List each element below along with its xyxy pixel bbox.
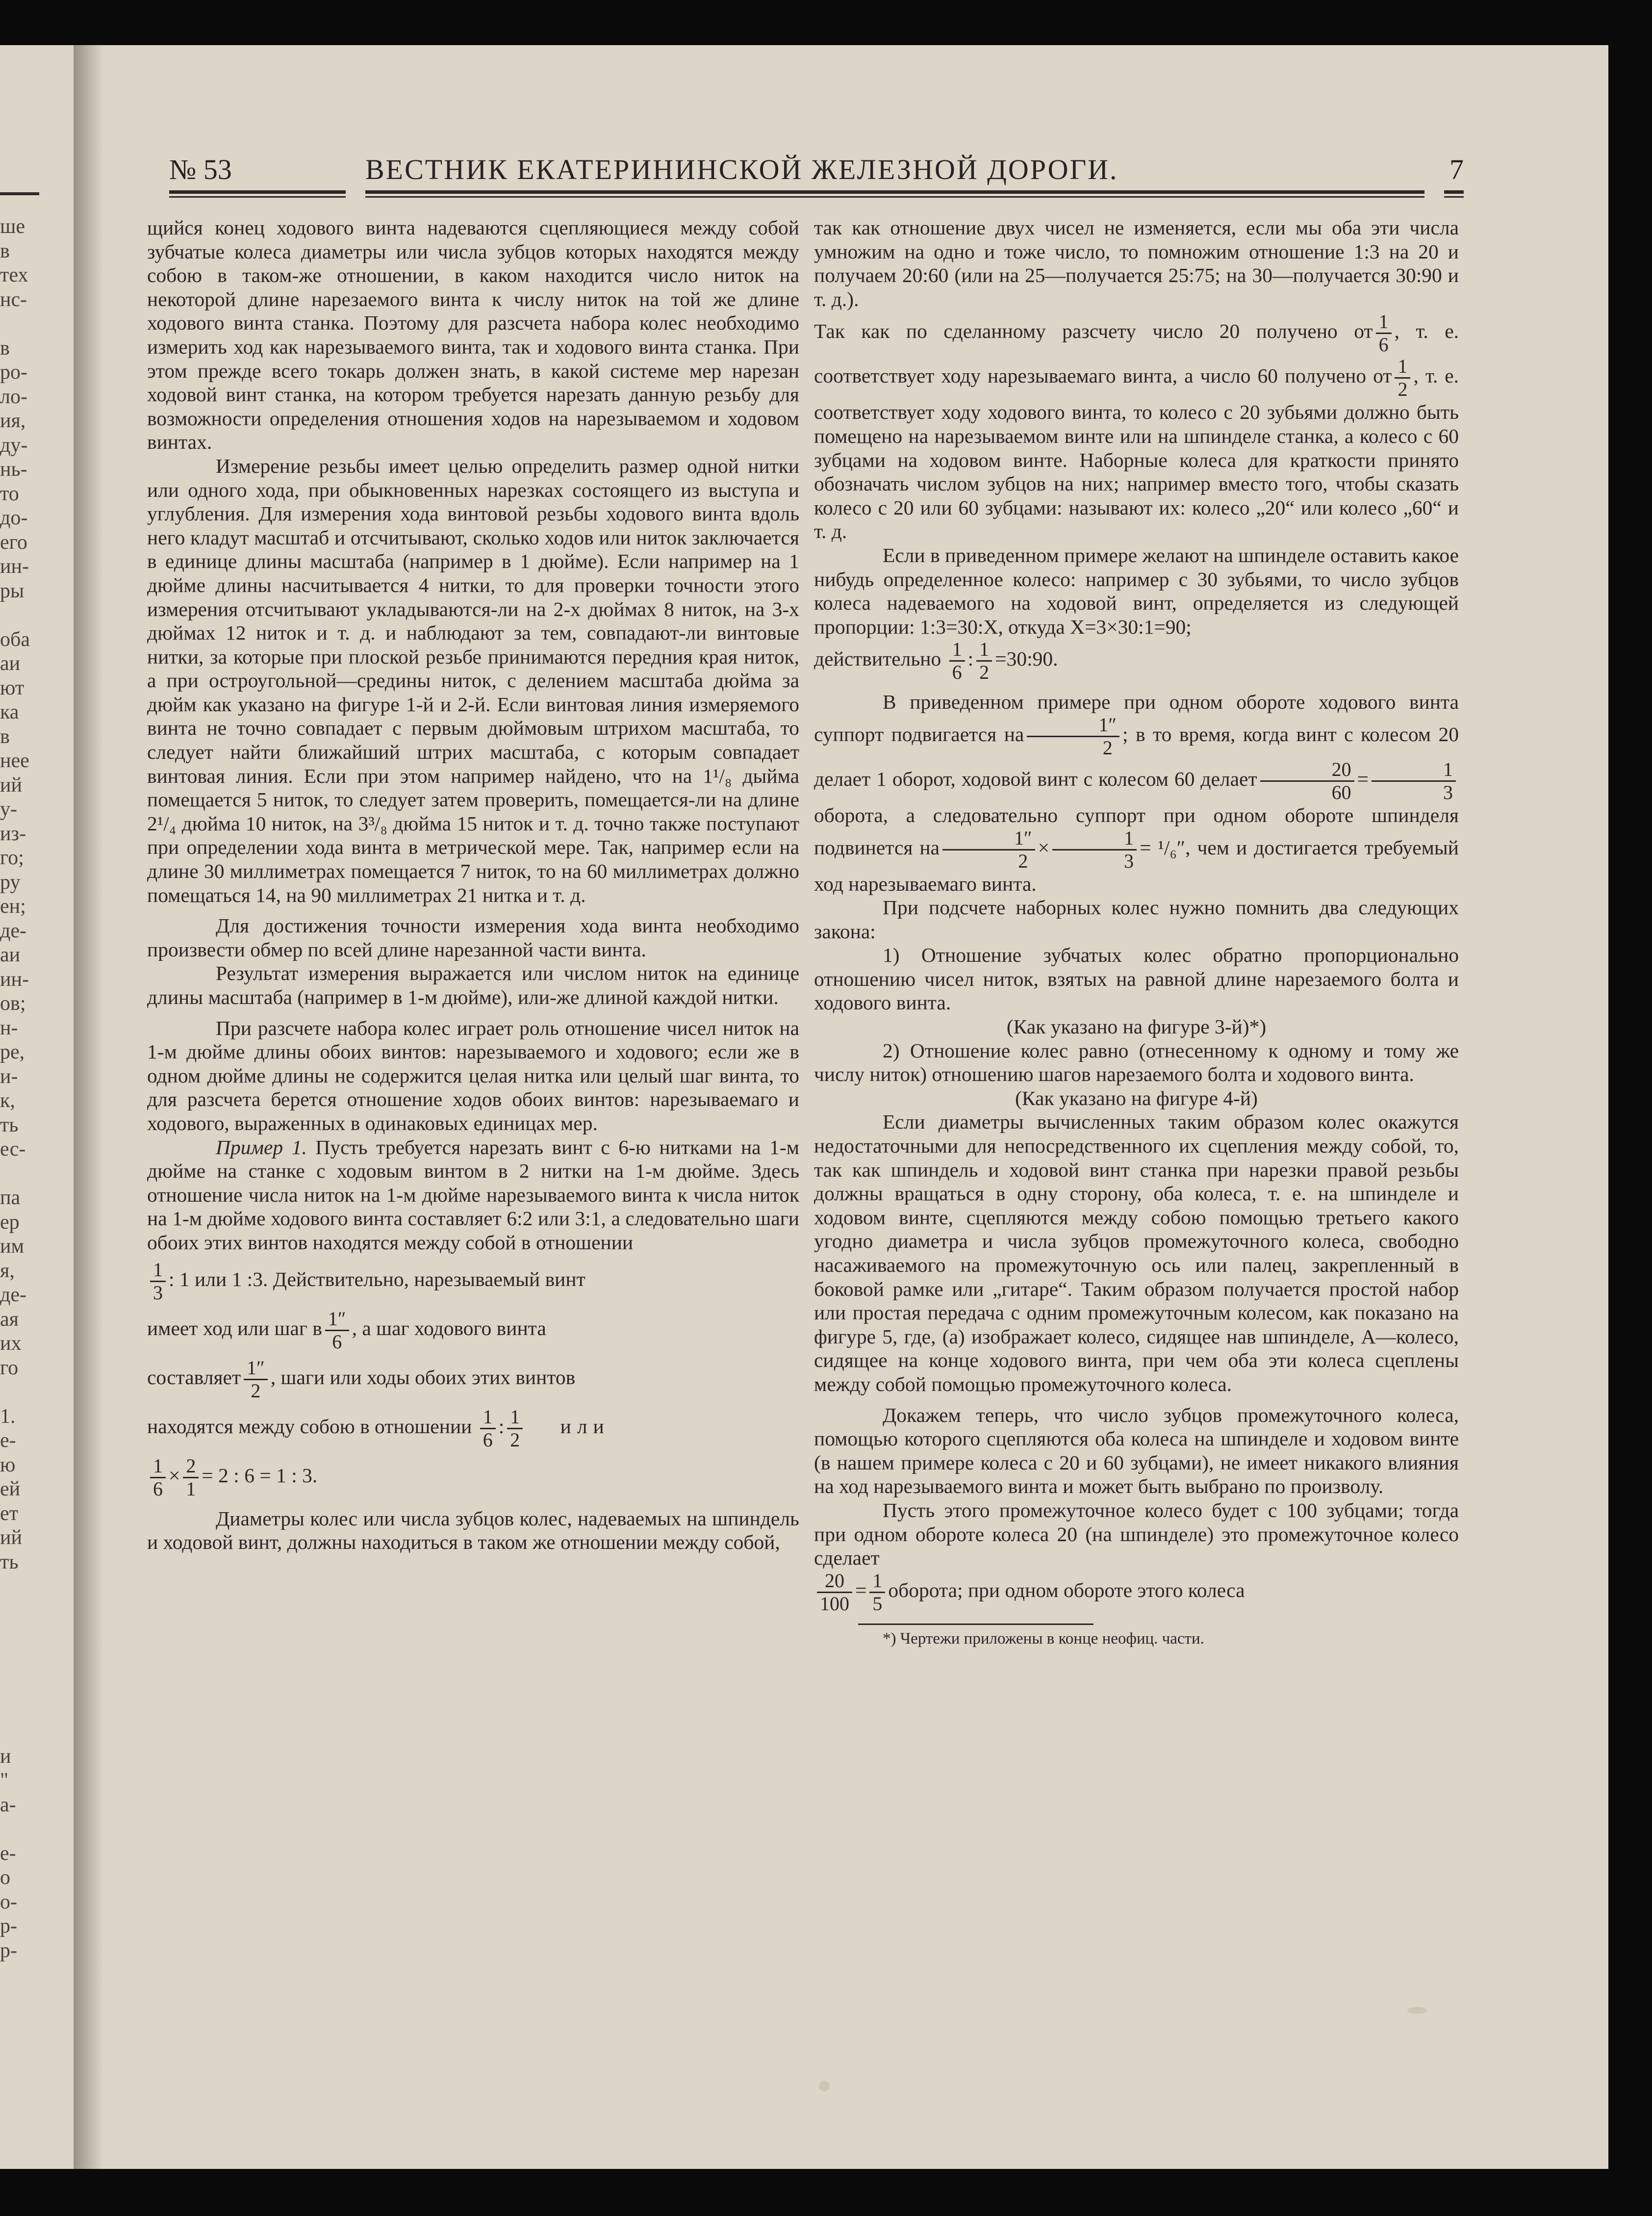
edge-fragment: до-	[0, 507, 28, 529]
paper-stain	[819, 2081, 830, 2091]
formula-line: действительно $\frac{1}{6}$ : $\frac{1}{2}$ =30:90.	[814, 638, 1058, 684]
paragraph: Пусть этого промежуточное колесо будет с 100 зубцами; тогда при одном обороте колеса 20 (на шпинделе) это промежуточное колесо сделает	[814, 1498, 1459, 1570]
footnote: *) Чертежи приложены в конце неофиц. части.	[883, 1629, 1204, 1648]
edge-fragment: я,	[0, 1259, 15, 1282]
paragraph: так как отношение двух чисел не изменяется, если мы оба эти числа умножим на одно и тоже число, то помножим отношение 1:3 на 20 и получаем 20:60 (или на 25—получается 25:75; на 30—получается 30:90 и т. д.).	[814, 216, 1459, 310]
fraction: $\frac{1}{3}$	[150, 1259, 166, 1304]
fraction: $\frac{2}{1}$	[183, 1455, 199, 1500]
edge-fragment: ло-	[0, 385, 27, 408]
fraction: $\frac{1}{6}$	[150, 1455, 166, 1500]
fraction: $\frac{1}{6}$	[949, 639, 965, 683]
edge-fragment: в	[0, 239, 10, 262]
edge-fragment: ют	[0, 676, 25, 699]
edge-fragment: в	[0, 336, 10, 360]
edge-fragment: е-	[0, 1429, 16, 1452]
edge-rule	[0, 192, 39, 195]
figure-reference: (Как указано на фигуре 3-й)*)	[1006, 1015, 1267, 1038]
figure-reference: (Как указано на фигуре 4-й)	[1015, 1086, 1258, 1109]
edge-fragment	[0, 1648, 63, 1672]
fraction: $\frac{1}{3}$	[1372, 759, 1456, 803]
fraction: $\frac{1''}{2}$	[244, 1357, 268, 1402]
edge-fragment: де-	[0, 1284, 26, 1306]
paragraph: Результат измерения выражается или числом ниток на единице длины масштаба (например в 1-м дюйме), или-же длиной каждой нитки.	[147, 962, 799, 1008]
example-label: Пример 1.	[216, 1135, 307, 1159]
paragraph: 2) Отношение колес равно (отнесенному к одному и тому же числу ниток) отношению шагов нарезаемого болта и ходового винта.	[814, 1039, 1459, 1086]
edge-fragment: ей	[0, 1478, 21, 1500]
paragraph: Если в приведенном примере желают на шпинделе оставить какое нибудь определенное колесо: например с 30 зубьями, то число зубцов колеса надеваемого на ходовой винт, определяется из следующей пропорции: 1:3=30:X, откуда X=3×30:1=90;	[814, 543, 1459, 638]
paragraph: При подсчете наборных колес нужно помнить два следующих закона:	[814, 896, 1459, 943]
edge-fragment	[0, 1817, 63, 1842]
fraction: $\frac{20}{100}$	[817, 1570, 852, 1615]
edge-fragment: аи	[0, 944, 21, 966]
issue-number: № 53	[169, 154, 232, 185]
edge-fragment: н-	[0, 1016, 18, 1039]
edge-fragment: ду-	[0, 434, 28, 457]
footnote-rule	[858, 1623, 1093, 1625]
edge-fragment: о	[0, 1866, 10, 1889]
edge-fragment: у-	[0, 798, 17, 821]
edge-fragment	[0, 1672, 63, 1696]
edge-fragment: и-	[0, 1065, 18, 1088]
edge-fragment: нс-	[0, 288, 27, 311]
journal-title: ВЕСТНИК ЕКАТЕРИНИНСКОЙ ЖЕЛЕЗНОЙ ДОРОГИ.	[365, 154, 1118, 185]
edge-fragment: ше	[0, 215, 25, 238]
formula-line: составляет $\frac{1''}{2}$ , шаги или ходы обоих этих винтов	[147, 1356, 576, 1402]
edge-fragment: к,	[0, 1089, 15, 1112]
page-header	[169, 150, 1464, 199]
previous-page-edge	[0, 192, 63, 2007]
edge-fragment: р-	[0, 1915, 17, 1937]
edge-fragment	[0, 312, 63, 336]
left-column	[147, 216, 799, 1554]
edge-fragment: па	[0, 1186, 21, 1209]
edge-fragment: а-	[0, 1793, 16, 1816]
edge-fragment: ть	[0, 1113, 19, 1136]
fraction: $\frac{1}{2}$	[1395, 356, 1410, 400]
page-number: 7	[1449, 154, 1464, 185]
edge-fragment	[0, 1623, 63, 1648]
edge-fragment: ия,	[0, 410, 26, 432]
paragraph: Для достижения точности измерения хода винта необходимо произвести обмер по всей длине нарезанной части винта.	[147, 914, 799, 961]
edge-fragment: ю	[0, 1453, 16, 1476]
fraction: $\frac{1}{6}$	[1376, 311, 1392, 356]
fraction: $\frac{20}{60}$	[1260, 759, 1354, 803]
edge-fragment: ий	[0, 1526, 22, 1549]
paragraph: В приведенном примере при одном обороте ходового винта суппорт подвигается на $\frac{1''}{2}$ ; в то время, когда винт с колесом 20 делает 1 оборот, ходовой винт с колесом 60 делает $\frac{20}{60}$ = $\frac{1}{3}$ оборота, а следовательно суппорт при одном обороте шпинделя подвинется на $\frac{1''}{2}$ × $\frac{1}{3}$ = ¹/₆″, чем и достигается требуемый ход нарезываемаго винта.	[814, 691, 1459, 895]
fraction: $\frac{1}{2}$	[976, 639, 992, 683]
header-rule-gap	[1424, 187, 1444, 200]
edge-fragment	[0, 1380, 63, 1405]
fraction: $\frac{1''}{6}$	[325, 1308, 349, 1353]
edge-fragment: аи	[0, 652, 21, 675]
paragraph: Диаметры колес или числа зубцов колес, надеваемых на шпиндель и ходовой винт, должны находиться в таком же отношении между собой,	[147, 1507, 799, 1554]
edge-fragment: ре,	[0, 1041, 25, 1063]
fraction: $\frac{1}{5}$	[869, 1570, 885, 1615]
edge-fragment: о-	[0, 1890, 17, 1913]
edge-fragment: е-	[0, 1842, 16, 1865]
paragraph: Так как по сделанному разсчету число 20 получено от $\frac{1}{6}$ , т. е. соответствует ходу нарезываемаго винта, а число 60 получено от $\frac{1}{2}$ , т. е. соответствует ходу ходового винта, то колесо с 20 зубьями должно быть помещено на нарезываемом винте или на шпинделе станка, а колесо с 60 зубцами на ходовом винте. Наборные колеса для краткости принято обозначать числом зубцов на них; например вместо того, чтобы сказать колесо с 20 или 60 зубцами: называют их: колесо „20“ или колесо „60“ и т. д.	[814, 310, 1459, 543]
right-column	[814, 216, 1459, 1649]
fraction: $\frac{1''}{2}$	[1027, 714, 1119, 759]
edge-fragment: де-	[0, 919, 26, 942]
paragraph-example	[147, 1135, 799, 1255]
edge-fragment: ий	[0, 773, 22, 797]
paragraph: Если диаметры вычисленных таким образом колес окажутся недостаточными для непосредственного их сцепления между собой, то, так как шпиндель и ходовой винт станка при нарезки правой резьбы должны вращаться в одну сторону, оба колеса, т. е. на шпинделе и ходовом винте, сцепляются между собою помощью третьего какого угодно диаметра и числа зубцов промежуточного колеса, свободно насаживаемого на промежуточную ось или палец, закрепленный в боковой рамке или „гитаре“. Таким образом получается простой набор или простая передача с одним промежуточным колесом, как показано на фигуре 5, где, (а) изображает колесо, сидящее нав шпинделе, А—колесо, сидящее на конце ходового винта, при чем оба эти колеса сцеплены между собой помощью промежуточного колеса.	[814, 1110, 1459, 1395]
fraction: $\frac{1}{6}$	[480, 1406, 496, 1451]
header-rule-gap	[346, 187, 365, 200]
edge-fragment: нь-	[0, 458, 27, 481]
edge-fragment	[0, 1696, 63, 1721]
formula-line: имеет ход или шаг в $\frac{1''}{6}$ , а шаг ходового винта	[147, 1307, 546, 1353]
formula-line: $\frac{20}{100}$ = $\frac{1}{5}$ оборота; при одном обороте этого колеса	[814, 1570, 1459, 1615]
fraction: $\frac{1''}{2}$	[942, 827, 1035, 872]
fraction: $\frac{1}{3}$	[1052, 827, 1137, 872]
edge-fragment	[0, 1162, 63, 1186]
edge-fragment: то	[0, 482, 19, 505]
paragraph: При разсчете набора колес играет роль отношение чисел ниток на 1-м дюйме длины обоих винтов: нарезываемого и ходового; если же в одном дюйме длины не содержится целая нитка или целый шаг винта, то для разсчета берется отношение ходов обоих винтов: нарезываемаго и ходового, выраженных в одинаковых единицах мер.	[147, 1016, 799, 1134]
edge-fragment: его	[0, 531, 27, 554]
paragraph: 1) Отношение зубчатых колес обратно пропорционально отношению чисел ниток, взятых на равной длине нарезаемого болта и ходового винта.	[814, 944, 1459, 1014]
edge-fragment: го;	[0, 847, 24, 869]
paragraph: Измерение резьбы имеет целью определить размер одной нитки или одного хода, при обыкновенных нарезках состоящего из выступа и углубления. Для измерения хода винтовой резьбы ходового винта вдоль него кладут масштаб и отсчитывают, сколько ходов или ниток заключается в единице длины масштаба (например в 1 дюйме). Если например на 1 дюйме длины насчитывается 4 нитки, то для проверки точности этого измерения отсчитывают укладываются-ли на 2-х дюймах 8 ниток, на 3-х дюймах 12 ниток и т. д. и наблюдают за тем, совпадают-ли винтовые нитки, за которые при плоской резьбе принимаются передния края ниток, а при остроугольной—средины ниток, с делением масштаба дюйма за дюйм как указано на фигуре 1-й и 2-й. Если винтовая линия измеряемого винта не точно совпадает с первым дюймовым штрихом масштаба, то следует найти ближайший штрих масштаба, с которым совпадает винтовая линия. Если при этом например найдено, что на 1¹/₈ дыйма помещается 5 ниток, то следует затем проверить, помещается-ли на длине 2¹/₄ дюйма 10 ниток, на 3³/₈ дюйма 15 ниток и т. д. точно также поступают при определении хода винта в метрической мере. Так, например если на длине 30 миллиметрах помещается 7 ниток, то на 60 миллиметрах должно помещаться 14, на 90 миллиметрах 21 нитка и т. д.	[147, 454, 799, 906]
edge-fragment: ен;	[0, 895, 26, 918]
paragraph: Докажем теперь, что число зубцов промежуточного колеса, помощью которого сцепляются оба колеса на шпинделе и ходовом винте (в нашем примере колеса с 20 и 60 зубцами), не имеет никакого влияния на ход нарезываемого винта и может быть выбрано по произволу.	[814, 1403, 1459, 1498]
binding-gutter-shadow	[74, 45, 103, 2169]
edge-fragment	[0, 1720, 63, 1745]
formula-line: $\frac{1}{6}$ × $\frac{2}{1}$ = 2 : 6 = 1 : 3.	[147, 1451, 799, 1500]
edge-fragment: ин-	[0, 555, 29, 578]
edge-fragment: 1.	[0, 1405, 16, 1428]
edge-fragment: тех	[0, 264, 28, 286]
newspaper-page	[0, 45, 1608, 2169]
edge-fragment: ру	[0, 871, 21, 894]
edge-fragment: ер	[0, 1211, 20, 1234]
edge-fragment: ов;	[0, 992, 26, 1015]
edge-fragment: и	[0, 1745, 11, 1768]
edge-fragment: нее	[0, 749, 29, 772]
example-text: Пусть требуется нарезать винт с 6-ю нитками на 1-м дюйме на станке с ходовым винтом в 2 нитки на 1-м дюйме. Здесь отношение числа ниток на 1-м дюйме нарезываемого винта к числа ниток на 1-м дюйме ходового винта составляет 6:2 или 3:1, а следовательно шаги обоих этих винтов находятся между собой в отношении	[147, 1135, 800, 1254]
paragraph: щийся конец ходового винта надеваются сцепляющиеся между собой зубчатые колеса диаметры или числа зубцов которых находятся между собою в таком-же отношении, в каком находится число ниток на некоторой длине нарезаемого винта к числу ниток на той же длине ходового винта станка. Поэтому для разсчета набора колес необходимо измерить ход как нарезываемого винта, так и ходового винта станка. При этом прежде всего токарь должен знать, в какой системе мер нарезан ходовой винт станка, на котором требуется нарезать данную резьбу для возможности определения отношения ходов на нарезываемом и ходовом винтах.	[147, 216, 799, 454]
edge-fragment	[0, 1574, 63, 1599]
edge-fragment: ин-	[0, 968, 29, 991]
edge-fragment: ры	[0, 579, 25, 602]
edge-fragment: ет	[0, 1502, 18, 1525]
edge-fragment: р-	[0, 1939, 17, 1962]
formula-line: $\frac{1}{3}$ : 1 или 1 :3. Действительно, нарезываемый винт	[147, 1255, 799, 1304]
edge-fragment: ая	[0, 1308, 19, 1331]
fraction: $\frac{1}{2}$	[507, 1406, 523, 1451]
edge-fragment: их	[0, 1332, 22, 1355]
edge-fragment: го	[0, 1356, 19, 1379]
paper-stain	[1407, 2007, 1427, 2014]
edge-fragment: "	[0, 1769, 9, 1792]
edge-fragment: ть	[0, 1550, 19, 1573]
edge-fragment	[0, 1599, 63, 1623]
edge-fragment: оба	[0, 628, 30, 651]
edge-fragment: ес-	[0, 1138, 26, 1160]
edge-fragment: в	[0, 725, 10, 748]
edge-fragment: ка	[0, 701, 19, 723]
formula-line: находятся между собою в отношении $\frac{1}{6}$ : $\frac{1}{2}$ или	[147, 1405, 610, 1451]
edge-fragment: ро-	[0, 361, 27, 384]
edge-fragment: им	[0, 1235, 25, 1258]
edge-fragment: из-	[0, 822, 26, 845]
edge-fragment	[0, 603, 63, 628]
